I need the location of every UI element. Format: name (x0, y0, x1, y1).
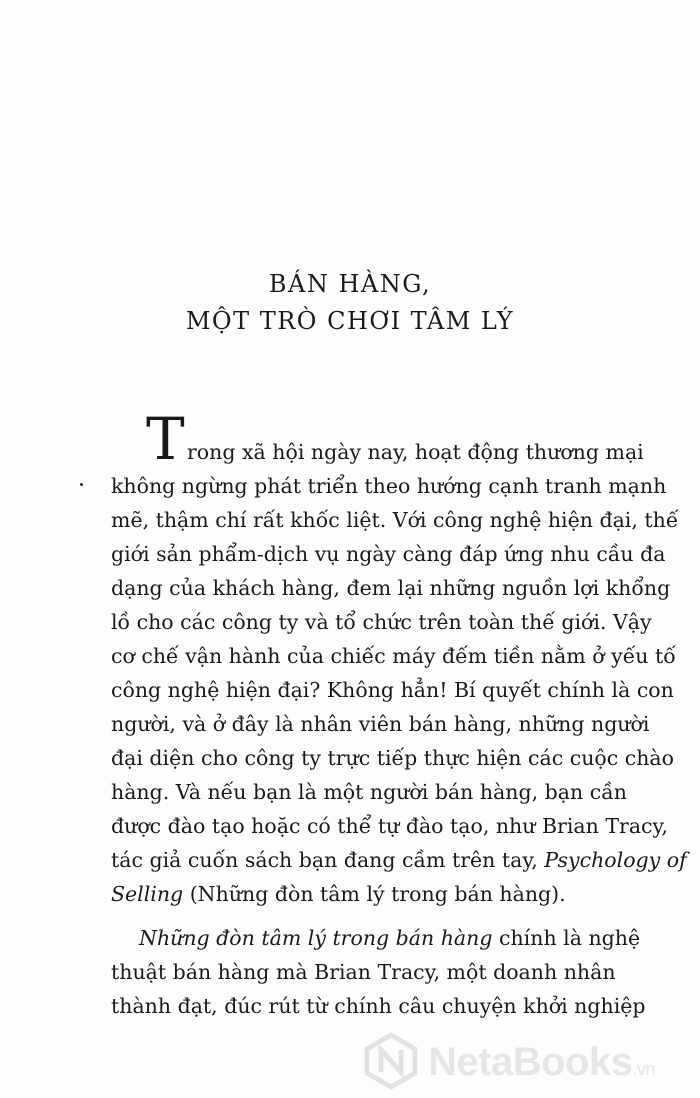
body-line-6: lồ cho các công ty và tổ chức trên toàn thế giới. Vậy (111, 610, 652, 634)
body-line-11: hàng. Và nếu bạn là một người bán hàng, bạn cần (111, 780, 627, 804)
body-line-5: dạng của khách hàng, đem lại những nguồn lợi khổng (111, 576, 671, 600)
chapter-title-line-1: BÁN HÀNG, (268, 270, 432, 298)
book-title-italic-part1: Psychology of (544, 848, 687, 872)
watermark-suffix: .vn (632, 1059, 655, 1079)
body-line-13-text: tác giả cuốn sách bạn đang cầm trên tay, (111, 848, 545, 872)
netabooks-logo-icon (362, 1032, 420, 1090)
body-line-16: thuật bán hàng mà Brian Tracy, một doanh nhân (111, 960, 616, 984)
body-line-14 (111, 882, 595, 906)
body-line-3: mẽ, thậm chí rất khốc liệt. Với công nghệ hiện đại, thế (111, 508, 679, 532)
print-speck (80, 483, 83, 486)
body-line-15-text: chính là nghệ (492, 926, 641, 950)
body-line-10: đại diện cho công ty trực tiếp thực hiện các cuộc chào (111, 746, 674, 770)
body-line-14-text: (Những đòn tâm lý trong bán hàng). (183, 882, 566, 906)
body-line-17: thành đạt, đúc rút từ chính câu chuyện khởi nghiệp (111, 994, 646, 1018)
book-title-italic-part2: Selling (111, 882, 184, 906)
body-line-7: cơ chế vận hành của chiếc máy đếm tiền nằm ở yếu tố (111, 644, 676, 668)
chapter-title-line-2: MỘT TRÒ CHƠI TÂM LÝ (185, 307, 515, 335)
watermark-text (428, 1040, 655, 1085)
drop-cap: T (146, 405, 185, 473)
body-line-2: không ngừng phát triển theo hướng cạnh tranh mạnh (111, 474, 667, 498)
watermark (362, 1032, 692, 1090)
body-line-1: rong xã hội ngày nay, hoạt động thương mại (187, 440, 644, 464)
body-line-13 (111, 848, 687, 872)
body-line-15 (139, 926, 641, 950)
book-title-italic-vi: Những đòn tâm lý trong bán hàng (139, 926, 493, 950)
watermark-brand: NetaBooks (428, 1040, 633, 1084)
body-line-9: người, và ở đây là nhân viên bán hàng, những người (111, 712, 650, 736)
body-line-12: được đào tạo hoặc có thể tự đào tạo, như Brian Tracy, (111, 814, 668, 838)
body-line-4: giới sản phẩm-dịch vụ ngày càng đáp ứng nhu cầu đa (111, 542, 666, 566)
body-line-8: công nghệ hiện đại? Không hẳn! Bí quyết chính là con (111, 678, 674, 702)
